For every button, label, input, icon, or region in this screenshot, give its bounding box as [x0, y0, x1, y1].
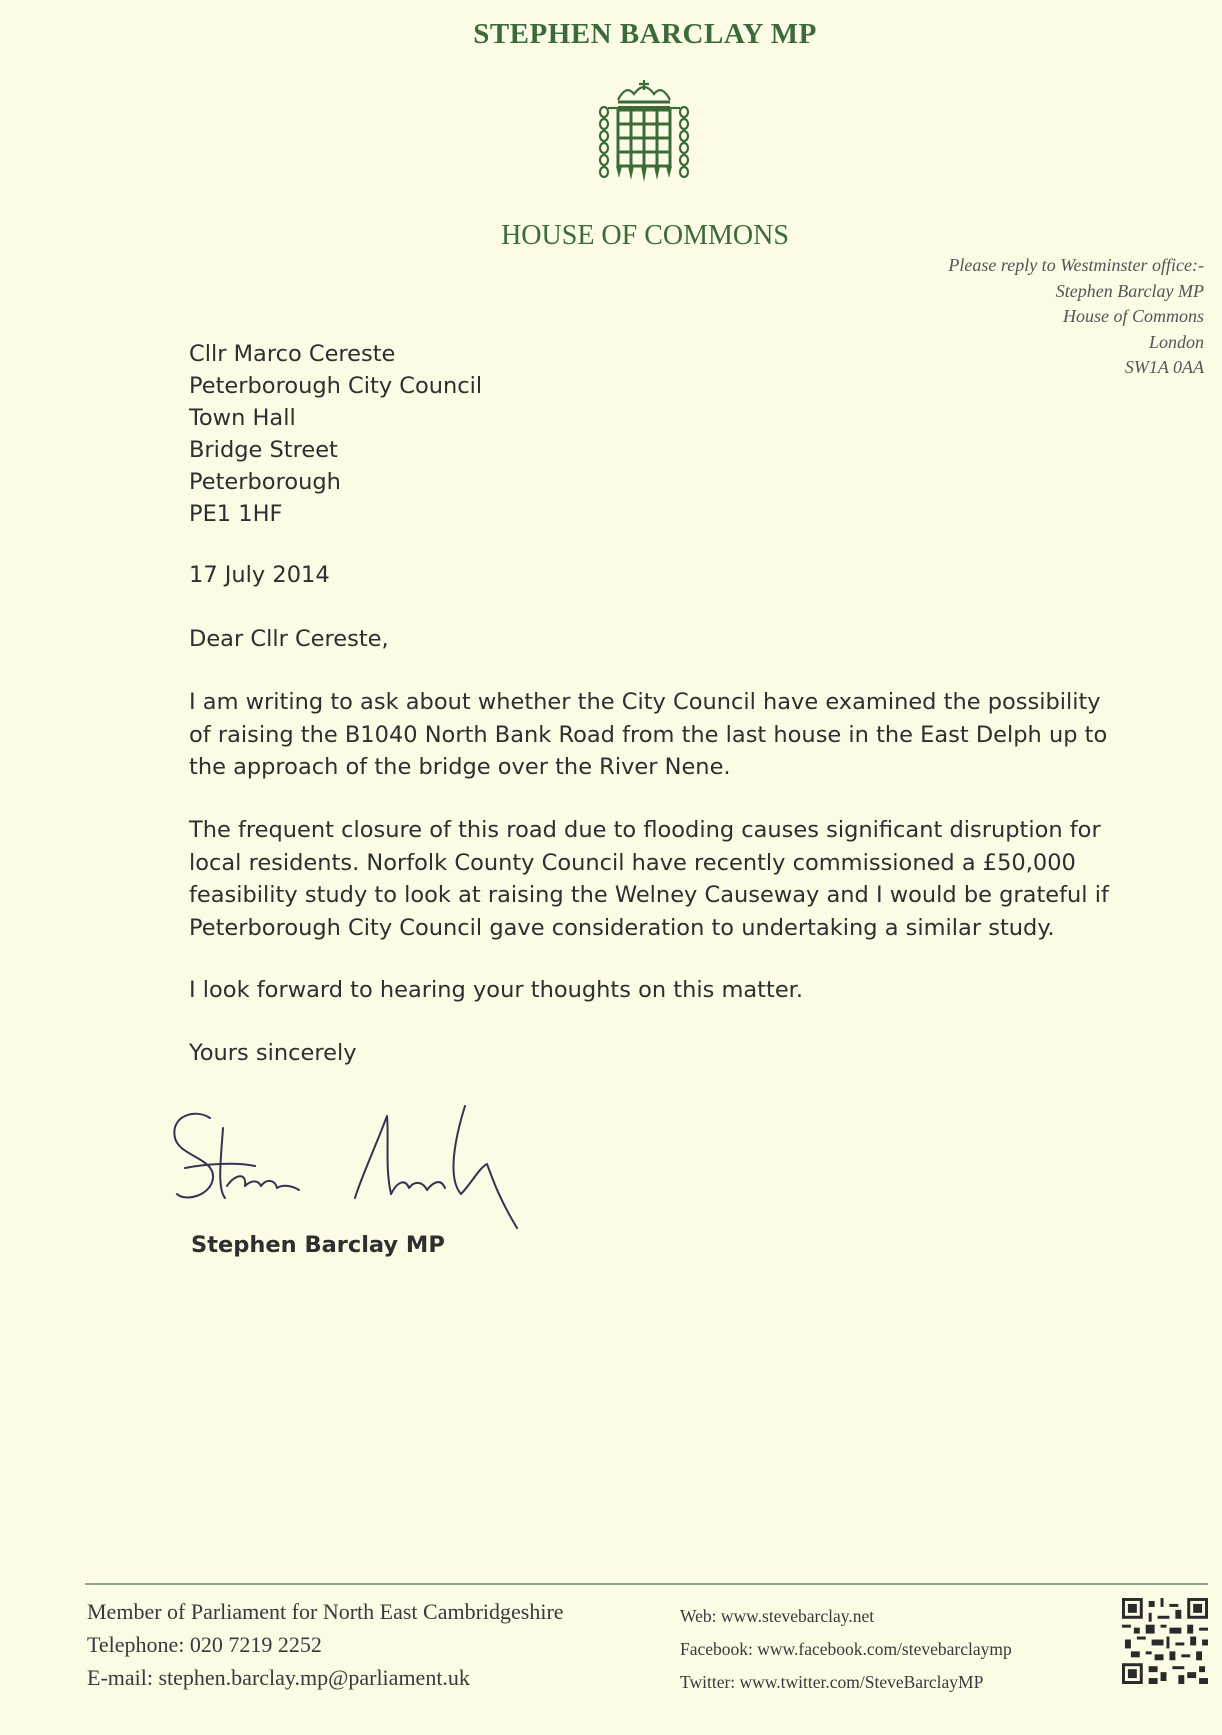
body-paragraph: I am writing to ask about whether the City Council have examined the possibility of raising the B1040 North Bank Road from the last house in the East Delph up to the approach of the bridge over the River Nene. [189, 689, 1108, 780]
recipient-address [189, 338, 482, 530]
footer-twitter: Twitter: www.twitter.com/SteveBarclayMP [680, 1672, 984, 1692]
reply-line: SW1A 0AA [1124, 357, 1204, 377]
footer-email: E-mail: stephen.barclay.mp@parliament.uk [87, 1665, 470, 1690]
footer-facebook: Facebook: www.facebook.com/stevebarclaymp [680, 1639, 1012, 1659]
letter-date: 17 July 2014 [189, 562, 330, 588]
address-line: Peterborough City Council [189, 373, 483, 399]
footer-telephone: Telephone: 020 7219 2252 [87, 1632, 322, 1657]
footer-divider [85, 1583, 1208, 1585]
letterhead-name: STEPHEN BARCLAY MP [473, 18, 817, 50]
body-paragraph: The frequent closure of this road due to flooding causes significant disruption for local residents. Norfolk County Council have recently commissioned a £50,000 feasibility study to look at raising the Welney Causeway and I would be grateful if Peterborough City Council gave consideration to undertaking a similar study. [189, 817, 1109, 941]
address-line: Bridge Street [189, 437, 338, 463]
signatory-name: Stephen Barclay MP [191, 1232, 445, 1258]
address-line: PE1 1HF [189, 501, 283, 527]
handwritten-signature [165, 1098, 585, 1240]
reply-line: Stephen Barclay MP [1055, 280, 1204, 301]
footer-constituency: Member of Parliament for North East Cambridgeshire [87, 1599, 564, 1624]
portcullis-icon [596, 78, 692, 190]
qr-code-icon [1122, 1598, 1208, 1684]
address-line: Peterborough [189, 469, 341, 495]
body-paragraph: I look forward to hearing your thoughts on this matter. [189, 977, 804, 1003]
address-line: Town Hall [189, 405, 296, 431]
closing: Yours sincerely [189, 1040, 357, 1066]
address-line: Cllr Marco Cereste [189, 341, 396, 367]
footer-web: Web: www.stevebarclay.net [680, 1606, 875, 1626]
reply-line: Please reply to Westminster office:- [948, 255, 1204, 275]
reply-line: House of Commons [1062, 306, 1204, 326]
footer-contact-web [680, 1600, 1012, 1699]
footer-contact-left [87, 1595, 564, 1694]
salutation: Dear Cllr Cereste, [189, 626, 389, 652]
reply-address-block [784, 253, 1204, 381]
letterhead-house: HOUSE OF COMMONS [501, 220, 789, 251]
reply-line: London [1148, 331, 1204, 352]
